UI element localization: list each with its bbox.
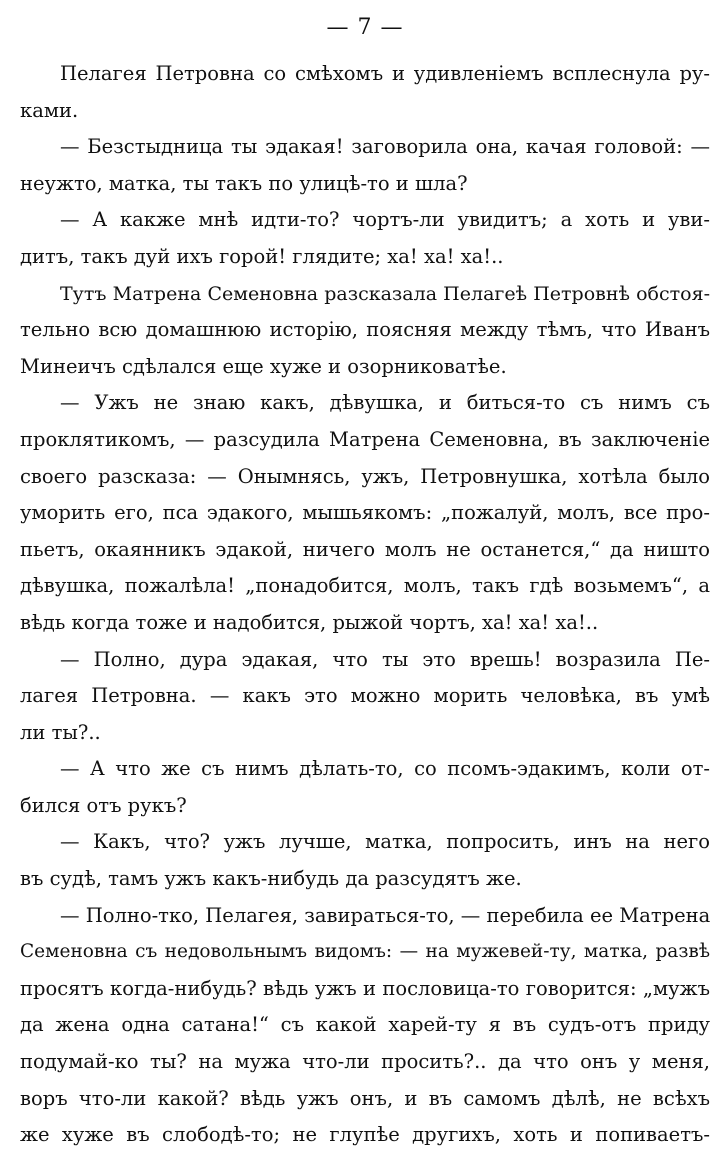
text-line: — Полно-тко, Пелагея, завираться-то, — перебила ее Матрена: [60, 903, 711, 927]
text-line: — А что же съ нимъ дѣлать-то, со псомъ-эдакимъ, коли от-: [60, 757, 710, 781]
body-text: [20, 56, 710, 1154]
text-line: вѣдь когда тоже и надобится, рыжой чортъ, ха! ха! ха!..: [20, 610, 599, 634]
text-line: воръ что-ли какой? вѣдь ужъ онъ, и въ самомъ дѣлѣ, не всѣхъ: [20, 1086, 710, 1110]
text-line: уморить его, пса эдакого, мышьякомъ: „пожалуй, молъ, все про-: [20, 501, 710, 525]
text-line: Минеичъ сдѣлался еще хуже и озорниковатѣе.: [20, 354, 507, 378]
text-line: же хуже въ слободѣ-то; не глупѣе другихъ, хоть и попиваетъ-: [20, 1123, 710, 1147]
text-line: своего разсказа: — Онымнясь, ужъ, Петровнушка, хотѣла было: [20, 464, 710, 488]
text-line: Пелагея Петровна со смѣхомъ и удивленіемъ всплеснула ру-: [60, 62, 710, 85]
text-line: пьетъ, окаянникъ эдакой, ничего молъ не останется,“ да ништо: [20, 537, 710, 561]
text-line: — А какже мнѣ идти-то? чортъ-ли увидитъ; а хоть и уви-: [60, 208, 710, 232]
text-line: — Безстыдница ты эдакая! заговорила она, качая головой: —: [60, 135, 710, 159]
text-line: въ судѣ, тамъ ужъ какъ-нибудь да разсудятъ же.: [20, 867, 522, 891]
text-line: да жена одна сатана!“ съ какой харей-ту я въ судъ-отъ приду: [20, 1013, 710, 1037]
text-line: неужто, матка, ты такъ по улицѣ-то и шла?: [20, 171, 468, 195]
text-line: ли ты?..: [20, 720, 101, 744]
text-line: дѣвушка, пожалѣла! „понадобится, молъ, такъ гдѣ возьмемъ“, а: [20, 574, 710, 598]
text-line: Тутъ Матрена Семеновна разсказала Пелагеѣ Петровнѣ обстоя-: [60, 282, 710, 305]
text-line: проклятикомъ, — разсудила Матрена Семеновна, въ заключеніе: [20, 427, 710, 451]
text-line: подумай-ко ты? на мужа что-ли просить?.. да что онъ у меня,: [20, 1050, 710, 1074]
text-line: — Ужъ не знаю какъ, дѣвушка, и биться-то съ нимъ съ: [60, 391, 710, 415]
page-number: — 7 —: [326, 15, 404, 40]
text-line: лагея Петровна. — какъ это можно морить человѣка, въ умѣ: [20, 684, 710, 708]
text-line: — Полно, дура эдакая, что ты это врешь! возразила Пе-: [60, 647, 710, 671]
text-line: Семеновна съ недовольнымъ видомъ: — на мужевей-ту, матка, развѣ: [20, 941, 710, 963]
text-line: просятъ когда-нибудь? вѣдь ужъ и пословица-то говорится: „мужъ: [20, 976, 710, 1000]
text-line: — Какъ, что? ужъ лучше, матка, попросить, инъ на него: [60, 830, 710, 854]
text-line: дитъ, такъ дуй ихъ горой! глядите; ха! ха! ха!..: [20, 244, 504, 268]
text-line: ками.: [20, 98, 79, 122]
text-line: тельно всю домашнюю исторію, поясняя между тѣмъ, что Иванъ: [20, 318, 710, 342]
text-line: бился отъ рукъ?: [20, 793, 187, 817]
